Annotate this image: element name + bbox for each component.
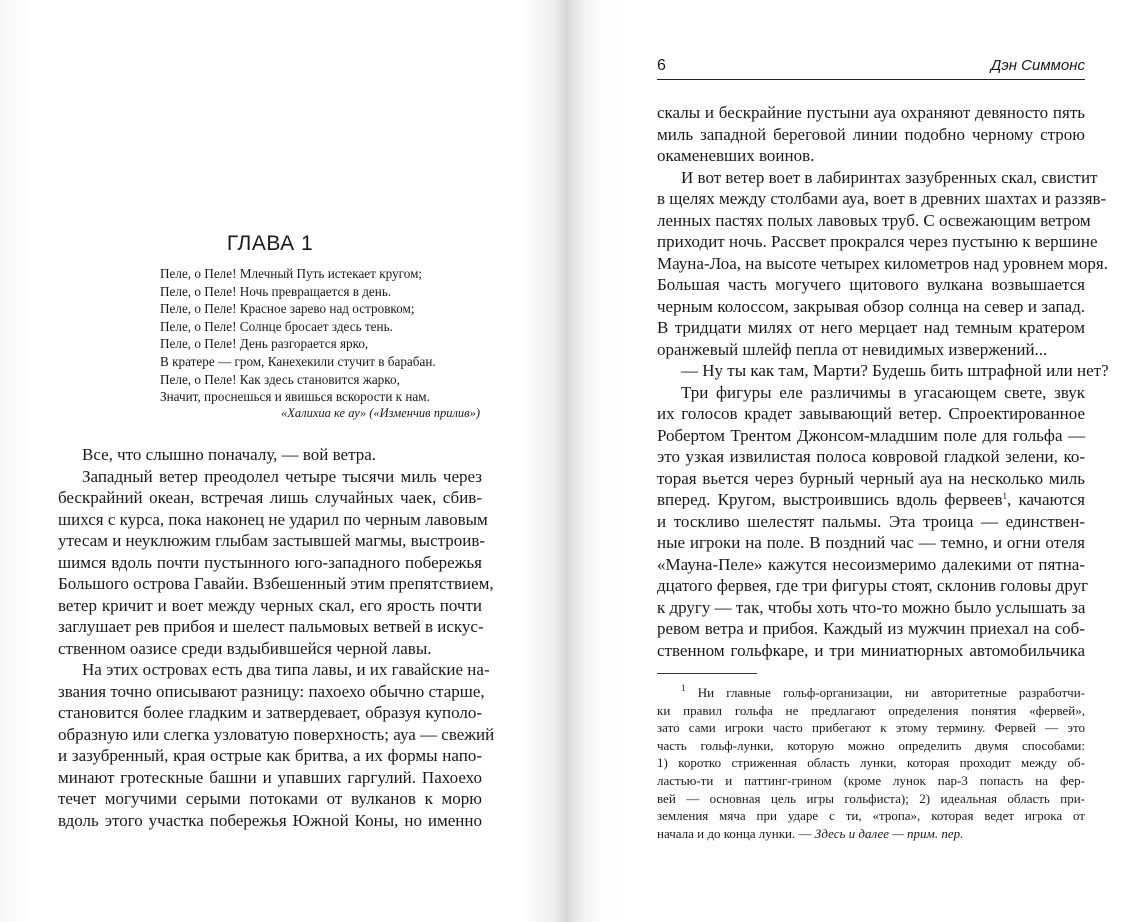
footnote-line: 1) коротко стриженная область лунки, которая проходит между об- — [657, 755, 1085, 771]
footnote-line: вей — основная цель игры гольфиста); 2) идеальная область при- — [657, 790, 1085, 806]
text-line: вдоль этого участка побережья Южной Коны, но именно — [58, 810, 482, 830]
text-line: Западный ветер преодолел четыре тысячи миль через — [82, 466, 482, 486]
epigraph — [160, 265, 490, 406]
text-line: шихся с курса, пока наконец не ударил по черным лавовым — [58, 509, 488, 529]
text-line: ственном гольфкаре, и три миниатюрных автомобильчика — [657, 640, 1085, 660]
footnote-marker[interactable]: 1 — [1002, 491, 1008, 501]
epigraph-source: «Халихиа ке ау» («Изменчив прилив») — [280, 406, 480, 420]
right-body-text — [657, 102, 1109, 661]
epigraph-line: Пеле, о Пеле! День разгорается ярко, — [160, 336, 369, 352]
left-body-text — [58, 444, 495, 831]
text-fragment: Ни главные гольф-организации, ни авторитетные разработчи- — [685, 685, 1085, 700]
text-line: утесам и неуклюжим глыбам застывшей магмы, выстроив- — [58, 531, 486, 550]
text-line: Мауна-Лоа, на высоте четырех километров над уровнем моря. — [657, 253, 1108, 273]
text-fragment: начала и до конца лунки. — — [657, 825, 815, 841]
left-page — [0, 0, 566, 922]
text-line: течет могучими серыми потоками от вулканов к морю — [58, 789, 482, 808]
running-head — [657, 57, 1085, 80]
footnote-line: земления мяча при ударе с ти, «тропа», которая ведет игрока от — [657, 808, 1085, 824]
text-line: Все, что слышно поначалу, — вой ветра. — [82, 445, 377, 464]
text-line: становится более гладким и затвердевает, образуя куполо- — [58, 703, 482, 722]
text-line: бескрайний океан, встречая лишь случайных чаек, сбив- — [58, 488, 482, 507]
text-line: На этих островах есть два типа лавы, и их гавайские на- — [82, 660, 490, 679]
text-fragment: вперед. Кругом, выстроившись вдоль фервеев — [657, 490, 1003, 509]
text-line: ственном оазисе среди вздыбившейся черной лавы. — [58, 638, 432, 658]
footnote — [657, 684, 1085, 842]
text-line: миль западной береговой линии подобно черному строю — [657, 124, 1085, 144]
text-line: черным колоссом, закрывая обзор солнца на север и запад. — [657, 296, 1085, 316]
text-line: шимся вдоль почти пустынного юго-западного побережья — [58, 552, 482, 572]
text-line: оранжевый шлейф пепла от невидимых извержений... — [657, 339, 1048, 359]
text-line: Большого острова Гавайи. Взбешенный этим препятствием, — [58, 574, 494, 593]
translator-note: Здесь и далее — прим. пер. — [814, 825, 964, 841]
text-line: ревом ветра и прибоя. Каждый из мужчин приехал на соб- — [657, 619, 1085, 638]
text-line: и зазубренный, края острые как бритва, а их формы напо- — [58, 746, 482, 765]
text-line: минают гротескные башни и упавших гаргулий. Пахоехо — [58, 767, 482, 787]
epigraph-line: Пеле, о Пеле! Млечный Путь истекает кругом; — [160, 266, 423, 281]
text-line: ленных пастях полых лавовых труб. С освежающим ветром — [657, 210, 1091, 230]
text-line: их голосов крадет завывающий ветер. Спроектированное — [657, 404, 1085, 423]
chapter-title: ГЛАВА 1 — [226, 232, 314, 255]
text-line: Три фигуры еле различимы в угасающем свете, звук — [681, 382, 1085, 402]
text-line: звания точно описывают разницу: пахоехо обычно старше, — [58, 681, 485, 701]
footnote-line: часть гольф-лунки, которую можно определить двумя способами: — [657, 737, 1085, 753]
text-line — [657, 489, 1085, 511]
text-line: — Ну ты как там, Марти? Будешь бить штрафной или нет? — [681, 361, 1109, 380]
text-line: Большая часть могучего щитового вулкана возвышается — [657, 275, 1085, 294]
text-line: приходит ночь. Рассвет прокрался через пустыню к вершине — [657, 232, 1098, 251]
text-line: Робертом Трентом Джонсом-младшим поле для гольфа — — [657, 425, 1085, 445]
footnote-line — [657, 684, 1085, 702]
text-fragment: , качаются — [1007, 490, 1085, 509]
footnote-divider — [657, 673, 757, 674]
text-line: образную или слегка узловатую поверхность; ауа — свежий — [58, 724, 495, 744]
footnote-number: 1 — [681, 683, 686, 693]
text-line: и тоскливо шелестят пальмы. Эта троица — единствен- — [657, 511, 1085, 531]
footnote-line — [657, 825, 1085, 843]
text-line: скалы и бескрайние пустыни ауа охраняют девяносто пять — [657, 103, 1085, 122]
running-head-author: Дэн Симмонс — [990, 57, 1085, 74]
text-line: торая вьется через бурный черный ауа на несколько миль — [657, 468, 1085, 488]
footnote-line: ки правил гольфа не предлагают определения понятия «фервей», — [657, 702, 1085, 718]
page-number: 6 — [657, 57, 666, 74]
footnote-line: зато сами игроки часто прибегают к этому термину. Фервей — это — [657, 720, 1085, 736]
text-line: ветер кричит и воет между черных скал, его ярость почти — [58, 595, 482, 615]
text-line: В тридцати милях от него мерцает над темным кратером — [657, 318, 1085, 337]
text-line: ные игроки на поле. В поздний час — темно, и огни отеля — [657, 533, 1085, 552]
text-line: «Мауна-Пеле» кажутся несоизмеримо далекими от пятна- — [657, 554, 1085, 574]
epigraph-line: Пеле, о Пеле! Ночь превращается в день. — [160, 283, 392, 299]
text-line: к другу — так, чтобы хоть что-то можно было услышать за — [657, 597, 1086, 617]
epigraph-line: В кратере — гром, Канехекили стучит в барабан. — [160, 353, 436, 369]
text-line: в щелях между столбами ауа, воет в древних шахтах и раззяв- — [657, 189, 1107, 208]
text-line: И вот ветер воет в лабиринтах зазубренных скал, свистит — [681, 167, 1098, 187]
text-line: это узкая извилистая полоса ковровой гладкой зелени, ко- — [657, 447, 1085, 466]
footnote-line: ластью-ти и паттинг-грином (кроме лунок пар-3 попасть на фер- — [657, 772, 1085, 788]
text-line: заглушает рев прибоя и шелест пальмовых ветвей в искус- — [58, 617, 484, 636]
epigraph-line: Пеле, о Пеле! Солнце бросает здесь тень. — [160, 318, 393, 334]
epigraph-line: Значит, проснешься и явишься вскорости к нам. — [160, 389, 430, 405]
text-line: окаменевших воинов. — [657, 146, 815, 165]
epigraph-line: Пеле, о Пеле! Красное зарево над островком; — [160, 301, 415, 317]
epigraph-line: Пеле, о Пеле! Как здесь становится жарко, — [160, 371, 400, 387]
text-line: дцатого фервея, где три фигуры стоят, склонив головы друг — [657, 576, 1089, 595]
